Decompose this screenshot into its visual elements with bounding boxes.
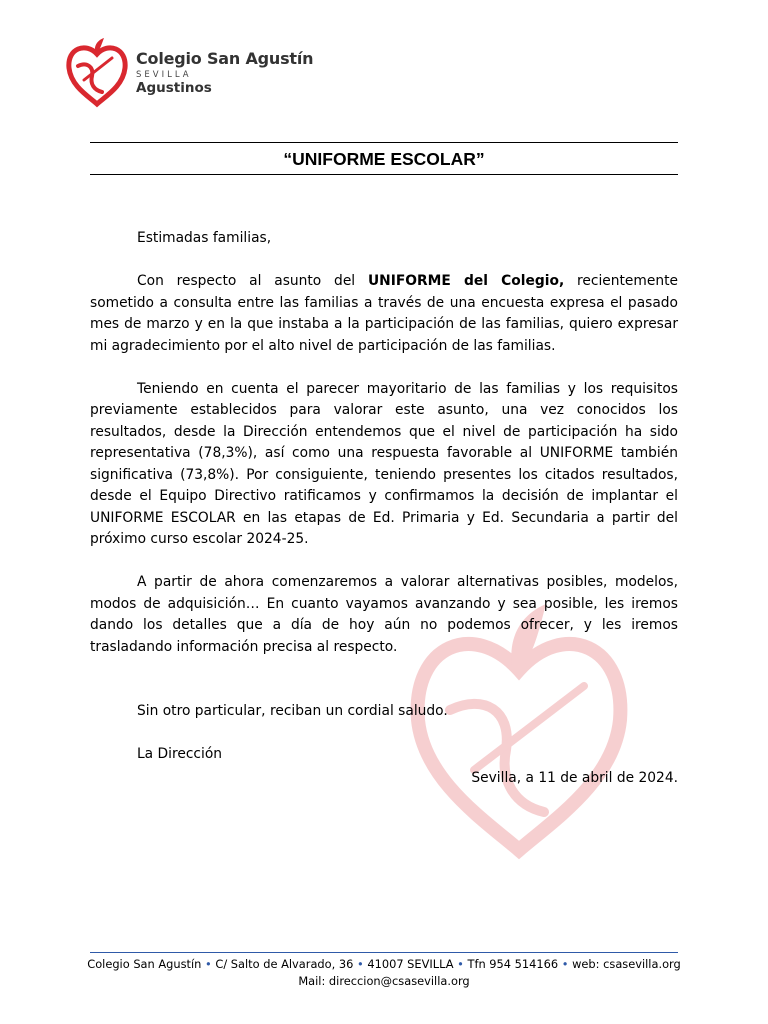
title-top-rule <box>90 142 678 143</box>
footer <box>80 956 688 990</box>
footer-phone: Tfn 954 514166 <box>467 957 559 971</box>
footer-separator: • <box>205 957 212 971</box>
footer-line-1 <box>80 956 688 973</box>
logo-order: Agustinos <box>136 80 212 96</box>
footer-web-link[interactable]: web: csasevilla.org <box>572 957 681 971</box>
footer-separator: • <box>561 957 569 971</box>
p1-intro: Con respecto al asunto del <box>137 273 368 289</box>
letter-date: Sevilla, a 11 de abril de 2024. <box>471 770 678 786</box>
school-logo <box>64 36 314 108</box>
document-title: “UNIFORME ESCOLAR” <box>283 149 485 169</box>
footer-mail-link[interactable]: Mail: direccion@csasevilla.org <box>298 974 470 988</box>
title-bottom-rule <box>90 174 678 175</box>
paragraph-3: A partir de ahora comenzaremos a valorar alternativas posibles, modelos, modos de adquisición… En cuanto vayamos avanzando y sea posible, les iremos dando los detalles que a día de hoy aún no podemos ofrecer, y les iremos trasladando información precisa al respecto. <box>90 574 678 655</box>
heart-apple-logo-icon <box>64 36 130 108</box>
footer-rule <box>90 952 678 953</box>
paragraph-1 <box>90 271 678 357</box>
footer-postal: 41007 SEVILLA <box>367 957 454 971</box>
footer-address: C/ Salto de Alvarado, 36 <box>215 957 354 971</box>
closing: Sin otro particular, reciban un cordial saludo. <box>137 703 448 719</box>
logo-school-name: Colegio San Agustín <box>136 49 314 68</box>
p1-emphasis: UNIFORME del Colegio, <box>367 273 565 289</box>
letter-body <box>90 228 678 766</box>
p1-rest: recientemente sometido a consulta entre las familias a través de una encuesta expresa el pasado mes de marzo y en la que instaba a la participación de las familias, quiero expresar mi agradecimiento por el alto nivel de participación de las familias. <box>90 273 678 354</box>
footer-separator: • <box>356 957 364 971</box>
signature: La Dirección <box>137 746 223 762</box>
paragraph-2: Teniendo en cuenta el parecer mayoritario de las familias y los requisitos previamente establecidos para valorar este asunto, una vez conocidos los resultados, desde la Dirección entendemos que el nivel de participación ha sido representativa (78,3%), así como una respuesta favorable al UNIFORME también significativa (73,8%). Por consiguiente, teniendo presentes los citados resultados, desde el Equipo Directivo ratificamos y confirmamos la decisión de implantar el UNIFORME ESCOLAR en las etapas de Ed. Primaria y Ed. Secundaria a partir del próximo curso escolar 2024-25. <box>90 380 678 547</box>
logo-city: SEVILLA <box>136 70 192 80</box>
footer-separator: • <box>457 957 464 971</box>
footer-school-name: Colegio San Agustín <box>87 957 202 971</box>
greeting: Estimadas familias, <box>137 230 272 246</box>
